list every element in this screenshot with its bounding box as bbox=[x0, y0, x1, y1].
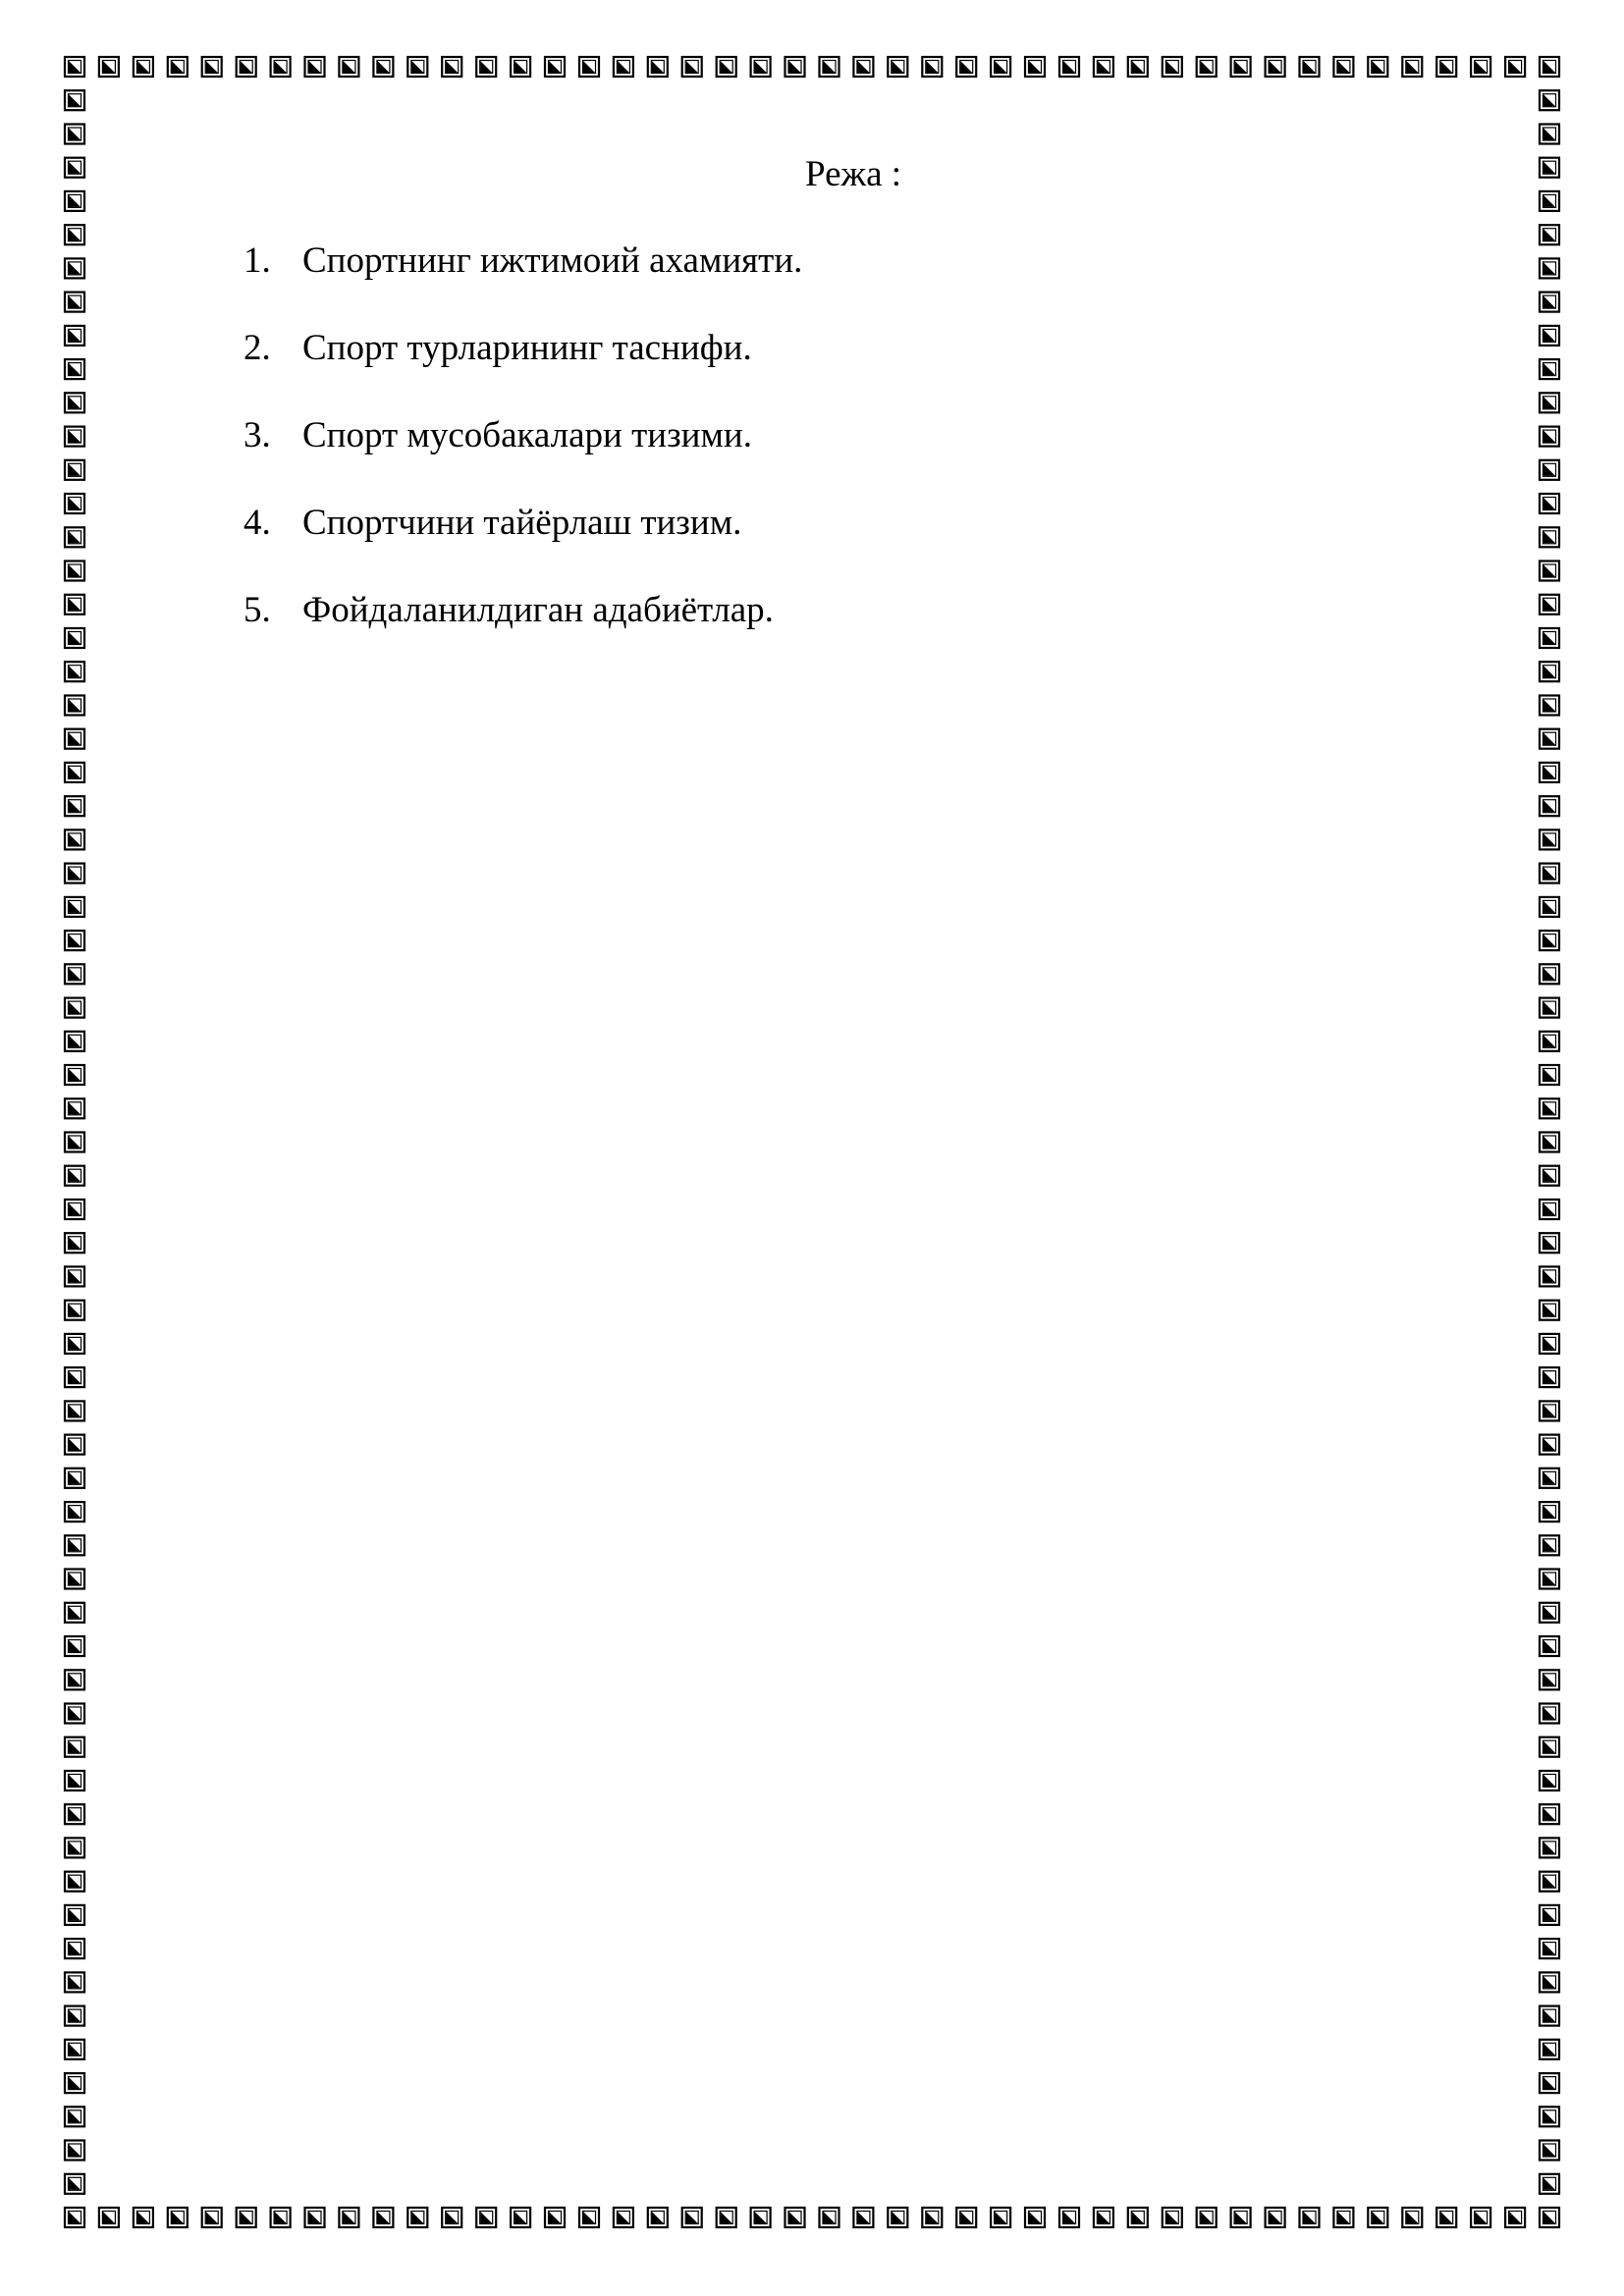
border-square-triangle-icon bbox=[65, 561, 84, 581]
border-square-triangle-icon bbox=[1540, 1502, 1559, 1522]
border-square-triangle-icon bbox=[373, 2208, 393, 2227]
border-square-triangle-icon bbox=[65, 1065, 84, 1085]
border-square-triangle-icon bbox=[1197, 2208, 1217, 2227]
plan-item bbox=[244, 414, 802, 502]
border-square-triangle-icon bbox=[1540, 1804, 1559, 1824]
plan-item bbox=[244, 240, 802, 327]
border-square-triangle-icon bbox=[134, 2208, 153, 2227]
border-square-triangle-icon bbox=[65, 57, 84, 77]
border-square-triangle-icon bbox=[1231, 57, 1251, 77]
border-square-triangle-icon bbox=[922, 2208, 942, 2227]
border-square-triangle-icon bbox=[1540, 1032, 1559, 1051]
border-square-triangle-icon bbox=[1333, 2208, 1353, 2227]
border-square-triangle-icon bbox=[65, 931, 84, 950]
plan-item-text: Спорт турларининг таснифи. bbox=[302, 328, 752, 368]
border-square-triangle-icon bbox=[1540, 427, 1559, 447]
border-square-triangle-icon bbox=[751, 57, 771, 77]
border-square-triangle-icon bbox=[65, 897, 84, 917]
border-square-triangle-icon bbox=[65, 964, 84, 984]
border-square-triangle-icon bbox=[65, 1301, 84, 1320]
border-square-triangle-icon bbox=[1540, 964, 1559, 984]
border-square-triangle-icon bbox=[922, 57, 942, 77]
border-square-triangle-icon bbox=[65, 1098, 84, 1118]
border-square-triangle-icon bbox=[1540, 1468, 1559, 1488]
border-square-triangle-icon bbox=[511, 2208, 530, 2227]
border-square-triangle-icon bbox=[65, 998, 84, 1018]
border-square-triangle-icon bbox=[1540, 1872, 1559, 1892]
border-square-triangle-icon bbox=[1540, 90, 1559, 110]
border-square-triangle-icon bbox=[65, 1804, 84, 1824]
border-square-triangle-icon bbox=[65, 2208, 84, 2227]
border-square-triangle-icon bbox=[202, 2208, 222, 2227]
border-square-triangle-icon bbox=[65, 1670, 84, 1689]
border-square-triangle-icon bbox=[1540, 1771, 1559, 1790]
border-square-triangle-icon bbox=[1540, 191, 1559, 211]
plan-item-number: 5. bbox=[244, 590, 271, 630]
border-square-triangle-icon bbox=[65, 662, 84, 681]
border-square-triangle-icon bbox=[65, 293, 84, 312]
border-square-triangle-icon bbox=[65, 2107, 84, 2126]
border-square-triangle-icon bbox=[1540, 1065, 1559, 1085]
border-square-triangle-icon bbox=[1540, 57, 1559, 77]
plan-item-text: Фойдаланилдиган адабиётлар. bbox=[302, 590, 774, 630]
border-square-triangle-icon bbox=[853, 2208, 873, 2227]
plan-item-text: Спортчини тайёрлаш тизим. bbox=[302, 503, 742, 543]
border-square-triangle-icon bbox=[476, 2208, 496, 2227]
border-square-triangle-icon bbox=[99, 57, 119, 77]
border-square-triangle-icon bbox=[65, 326, 84, 346]
border-square-triangle-icon bbox=[888, 57, 907, 77]
border-square-triangle-icon bbox=[65, 1603, 84, 1623]
border-square-triangle-icon bbox=[956, 57, 976, 77]
border-square-triangle-icon bbox=[956, 2208, 976, 2227]
border-square-triangle-icon bbox=[1540, 2006, 1559, 2026]
border-square-triangle-icon bbox=[1505, 57, 1525, 77]
border-square-triangle-icon bbox=[65, 393, 84, 412]
border-square-triangle-icon bbox=[65, 1771, 84, 1790]
border-square-triangle-icon bbox=[1540, 1200, 1559, 1219]
border-square-triangle-icon bbox=[1540, 931, 1559, 950]
border-square-triangle-icon bbox=[65, 158, 84, 178]
border-square-triangle-icon bbox=[1505, 2208, 1525, 2227]
border-square-triangle-icon bbox=[1540, 1603, 1559, 1623]
border-square-triangle-icon bbox=[1025, 2208, 1045, 2227]
border-square-triangle-icon bbox=[237, 2208, 256, 2227]
border-square-triangle-icon bbox=[65, 1939, 84, 1958]
border-square-triangle-icon bbox=[1231, 2208, 1251, 2227]
plan-item bbox=[244, 502, 802, 589]
border-square-triangle-icon bbox=[65, 696, 84, 716]
border-square-triangle-icon bbox=[65, 1502, 84, 1522]
border-square-triangle-icon bbox=[1540, 1098, 1559, 1118]
border-square-triangle-icon bbox=[1471, 2208, 1490, 2227]
border-square-triangle-icon bbox=[682, 2208, 702, 2227]
border-square-triangle-icon bbox=[168, 57, 188, 77]
border-square-triangle-icon bbox=[1540, 2174, 1559, 2194]
border-square-triangle-icon bbox=[1540, 1233, 1559, 1253]
border-square-triangle-icon bbox=[65, 1266, 84, 1286]
border-square-triangle-icon bbox=[65, 1972, 84, 1992]
border-square-triangle-icon bbox=[717, 2208, 736, 2227]
border-square-triangle-icon bbox=[1266, 2208, 1285, 2227]
border-square-triangle-icon bbox=[1540, 1972, 1559, 1992]
border-square-triangle-icon bbox=[1540, 1737, 1559, 1757]
border-square-triangle-icon bbox=[648, 57, 668, 77]
border-square-triangle-icon bbox=[1402, 2208, 1422, 2227]
border-square-triangle-icon bbox=[1540, 1435, 1559, 1455]
border-square-triangle-icon bbox=[1540, 359, 1559, 379]
border-square-triangle-icon bbox=[1540, 2141, 1559, 2161]
border-square-triangle-icon bbox=[65, 763, 84, 782]
border-square-triangle-icon bbox=[237, 57, 256, 77]
border-square-triangle-icon bbox=[1540, 1838, 1559, 1857]
border-square-triangle-icon bbox=[65, 1166, 84, 1186]
plan-title: Режа : bbox=[805, 154, 902, 194]
border-square-triangle-icon bbox=[65, 494, 84, 513]
border-square-triangle-icon bbox=[1368, 57, 1387, 77]
border-square-triangle-icon bbox=[65, 427, 84, 447]
border-square-triangle-icon bbox=[65, 1838, 84, 1857]
border-square-triangle-icon bbox=[1266, 57, 1285, 77]
border-square-triangle-icon bbox=[373, 57, 393, 77]
border-square-triangle-icon bbox=[1163, 57, 1182, 77]
border-square-triangle-icon bbox=[1540, 2040, 1559, 2059]
border-square-triangle-icon bbox=[1128, 2208, 1148, 2227]
border-square-triangle-icon bbox=[1540, 796, 1559, 816]
plan-list bbox=[244, 240, 802, 676]
border-square-triangle-icon bbox=[888, 2208, 907, 2227]
border-square-triangle-icon bbox=[65, 1200, 84, 1219]
border-square-triangle-icon bbox=[1540, 125, 1559, 144]
border-square-triangle-icon bbox=[1540, 662, 1559, 681]
border-square-triangle-icon bbox=[1540, 158, 1559, 178]
border-square-triangle-icon bbox=[65, 595, 84, 614]
border-square-triangle-icon bbox=[648, 2208, 668, 2227]
border-square-triangle-icon bbox=[1471, 57, 1490, 77]
border-square-triangle-icon bbox=[1540, 1334, 1559, 1354]
border-square-triangle-icon bbox=[65, 1737, 84, 1757]
border-square-triangle-icon bbox=[1540, 829, 1559, 849]
border-square-triangle-icon bbox=[1540, 2107, 1559, 2126]
border-square-triangle-icon bbox=[579, 2208, 599, 2227]
border-square-triangle-icon bbox=[1540, 1166, 1559, 1186]
border-square-triangle-icon bbox=[476, 57, 496, 77]
border-square-triangle-icon bbox=[65, 1367, 84, 1387]
border-square-triangle-icon bbox=[1300, 57, 1320, 77]
border-square-triangle-icon bbox=[65, 1435, 84, 1455]
border-square-triangle-icon bbox=[1025, 57, 1045, 77]
border-square-triangle-icon bbox=[1128, 57, 1148, 77]
border-square-triangle-icon bbox=[407, 2208, 427, 2227]
border-square-triangle-icon bbox=[1540, 763, 1559, 782]
border-square-triangle-icon bbox=[99, 2208, 119, 2227]
border-square-triangle-icon bbox=[1540, 1301, 1559, 1320]
border-square-triangle-icon bbox=[65, 90, 84, 110]
border-square-triangle-icon bbox=[65, 2073, 84, 2093]
border-square-triangle-icon bbox=[853, 57, 873, 77]
border-square-triangle-icon bbox=[1333, 57, 1353, 77]
border-square-triangle-icon bbox=[751, 2208, 771, 2227]
border-square-triangle-icon bbox=[511, 57, 530, 77]
border-square-triangle-icon bbox=[1540, 1704, 1559, 1724]
border-square-triangle-icon bbox=[1540, 494, 1559, 513]
border-square-triangle-icon bbox=[1540, 1670, 1559, 1689]
border-square-triangle-icon bbox=[65, 1570, 84, 1589]
border-square-triangle-icon bbox=[65, 1535, 84, 1555]
border-square-triangle-icon bbox=[1094, 2208, 1113, 2227]
border-square-triangle-icon bbox=[1540, 293, 1559, 312]
border-square-triangle-icon bbox=[1540, 696, 1559, 716]
border-square-triangle-icon bbox=[1368, 2208, 1387, 2227]
border-square-triangle-icon bbox=[1540, 1367, 1559, 1387]
border-square-triangle-icon bbox=[1059, 57, 1079, 77]
border-square-triangle-icon bbox=[442, 57, 461, 77]
border-square-triangle-icon bbox=[65, 2174, 84, 2194]
border-square-triangle-icon bbox=[1163, 2208, 1182, 2227]
border-square-triangle-icon bbox=[65, 1334, 84, 1354]
border-square-triangle-icon bbox=[65, 460, 84, 480]
border-square-triangle-icon bbox=[1540, 460, 1559, 480]
border-square-triangle-icon bbox=[1540, 561, 1559, 581]
border-square-triangle-icon bbox=[1540, 1535, 1559, 1555]
plan-item-text: Спорт мусобакалари тизими. bbox=[302, 415, 752, 455]
border-square-triangle-icon bbox=[682, 57, 702, 77]
border-square-triangle-icon bbox=[65, 191, 84, 211]
border-square-triangle-icon bbox=[820, 57, 839, 77]
border-square-triangle-icon bbox=[65, 359, 84, 379]
border-square-triangle-icon bbox=[1540, 1939, 1559, 1958]
border-square-triangle-icon bbox=[1540, 729, 1559, 749]
border-square-triangle-icon bbox=[1540, 628, 1559, 648]
border-square-triangle-icon bbox=[1540, 225, 1559, 244]
plan-item-number: 1. bbox=[244, 240, 271, 281]
border-square-triangle-icon bbox=[1540, 1401, 1559, 1420]
border-square-triangle-icon bbox=[1540, 595, 1559, 614]
border-square-triangle-icon bbox=[1540, 1905, 1559, 1925]
plan-item-number: 3. bbox=[244, 415, 271, 455]
border-square-triangle-icon bbox=[65, 125, 84, 144]
border-square-triangle-icon bbox=[1436, 2208, 1456, 2227]
border-square-triangle-icon bbox=[65, 864, 84, 883]
border-square-triangle-icon bbox=[614, 2208, 633, 2227]
plan-item bbox=[244, 327, 802, 414]
border-square-triangle-icon bbox=[65, 1133, 84, 1152]
border-square-triangle-icon bbox=[1540, 864, 1559, 883]
border-square-triangle-icon bbox=[1540, 2208, 1559, 2227]
border-square-triangle-icon bbox=[820, 2208, 839, 2227]
border-square-triangle-icon bbox=[407, 57, 427, 77]
border-square-triangle-icon bbox=[1540, 527, 1559, 547]
border-square-triangle-icon bbox=[65, 1032, 84, 1051]
border-square-triangle-icon bbox=[65, 2006, 84, 2026]
border-square-triangle-icon bbox=[65, 2040, 84, 2059]
border-square-triangle-icon bbox=[65, 527, 84, 547]
border-square-triangle-icon bbox=[65, 258, 84, 278]
border-square-triangle-icon bbox=[65, 829, 84, 849]
border-square-triangle-icon bbox=[1540, 1133, 1559, 1152]
border-square-triangle-icon bbox=[1540, 326, 1559, 346]
border-square-triangle-icon bbox=[65, 1872, 84, 1892]
border-square-triangle-icon bbox=[65, 2141, 84, 2161]
border-square-triangle-icon bbox=[134, 57, 153, 77]
border-square-triangle-icon bbox=[1197, 57, 1217, 77]
border-square-triangle-icon bbox=[614, 57, 633, 77]
border-square-triangle-icon bbox=[1059, 2208, 1079, 2227]
border-square-triangle-icon bbox=[545, 57, 565, 77]
border-square-triangle-icon bbox=[1540, 258, 1559, 278]
border-square-triangle-icon bbox=[65, 1233, 84, 1253]
border-square-triangle-icon bbox=[579, 57, 599, 77]
border-square-triangle-icon bbox=[65, 1401, 84, 1420]
border-square-triangle-icon bbox=[65, 225, 84, 244]
border-square-triangle-icon bbox=[339, 2208, 358, 2227]
border-square-triangle-icon bbox=[271, 2208, 291, 2227]
border-square-triangle-icon bbox=[1540, 1636, 1559, 1656]
plan-item-number: 2. bbox=[244, 328, 271, 368]
border-square-triangle-icon bbox=[271, 57, 291, 77]
plan-item-text: Спортнинг ижтимоий ахамияти. bbox=[302, 240, 803, 281]
border-square-triangle-icon bbox=[1540, 2073, 1559, 2093]
border-square-triangle-icon bbox=[1540, 1570, 1559, 1589]
border-square-triangle-icon bbox=[1300, 2208, 1320, 2227]
plan-item bbox=[244, 589, 802, 676]
border-square-triangle-icon bbox=[991, 2208, 1010, 2227]
border-square-triangle-icon bbox=[65, 628, 84, 648]
border-square-triangle-icon bbox=[1402, 57, 1422, 77]
plan-item-number: 4. bbox=[244, 503, 271, 543]
border-square-triangle-icon bbox=[305, 2208, 325, 2227]
border-square-triangle-icon bbox=[717, 57, 736, 77]
border-square-triangle-icon bbox=[65, 1704, 84, 1724]
border-square-triangle-icon bbox=[339, 57, 358, 77]
border-square-triangle-icon bbox=[65, 796, 84, 816]
border-square-triangle-icon bbox=[991, 57, 1010, 77]
border-square-triangle-icon bbox=[168, 2208, 188, 2227]
border-square-triangle-icon bbox=[1436, 57, 1456, 77]
border-square-triangle-icon bbox=[65, 1468, 84, 1488]
border-square-triangle-icon bbox=[785, 2208, 805, 2227]
border-square-triangle-icon bbox=[1540, 1266, 1559, 1286]
border-square-triangle-icon bbox=[1540, 897, 1559, 917]
border-square-triangle-icon bbox=[545, 2208, 565, 2227]
border-square-triangle-icon bbox=[65, 1905, 84, 1925]
border-square-triangle-icon bbox=[202, 57, 222, 77]
border-square-triangle-icon bbox=[1540, 393, 1559, 412]
border-square-triangle-icon bbox=[65, 1636, 84, 1656]
border-square-triangle-icon bbox=[305, 57, 325, 77]
border-square-triangle-icon bbox=[1540, 998, 1559, 1018]
border-square-triangle-icon bbox=[65, 729, 84, 749]
border-square-triangle-icon bbox=[1094, 57, 1113, 77]
border-square-triangle-icon bbox=[442, 2208, 461, 2227]
border-square-triangle-icon bbox=[785, 57, 805, 77]
